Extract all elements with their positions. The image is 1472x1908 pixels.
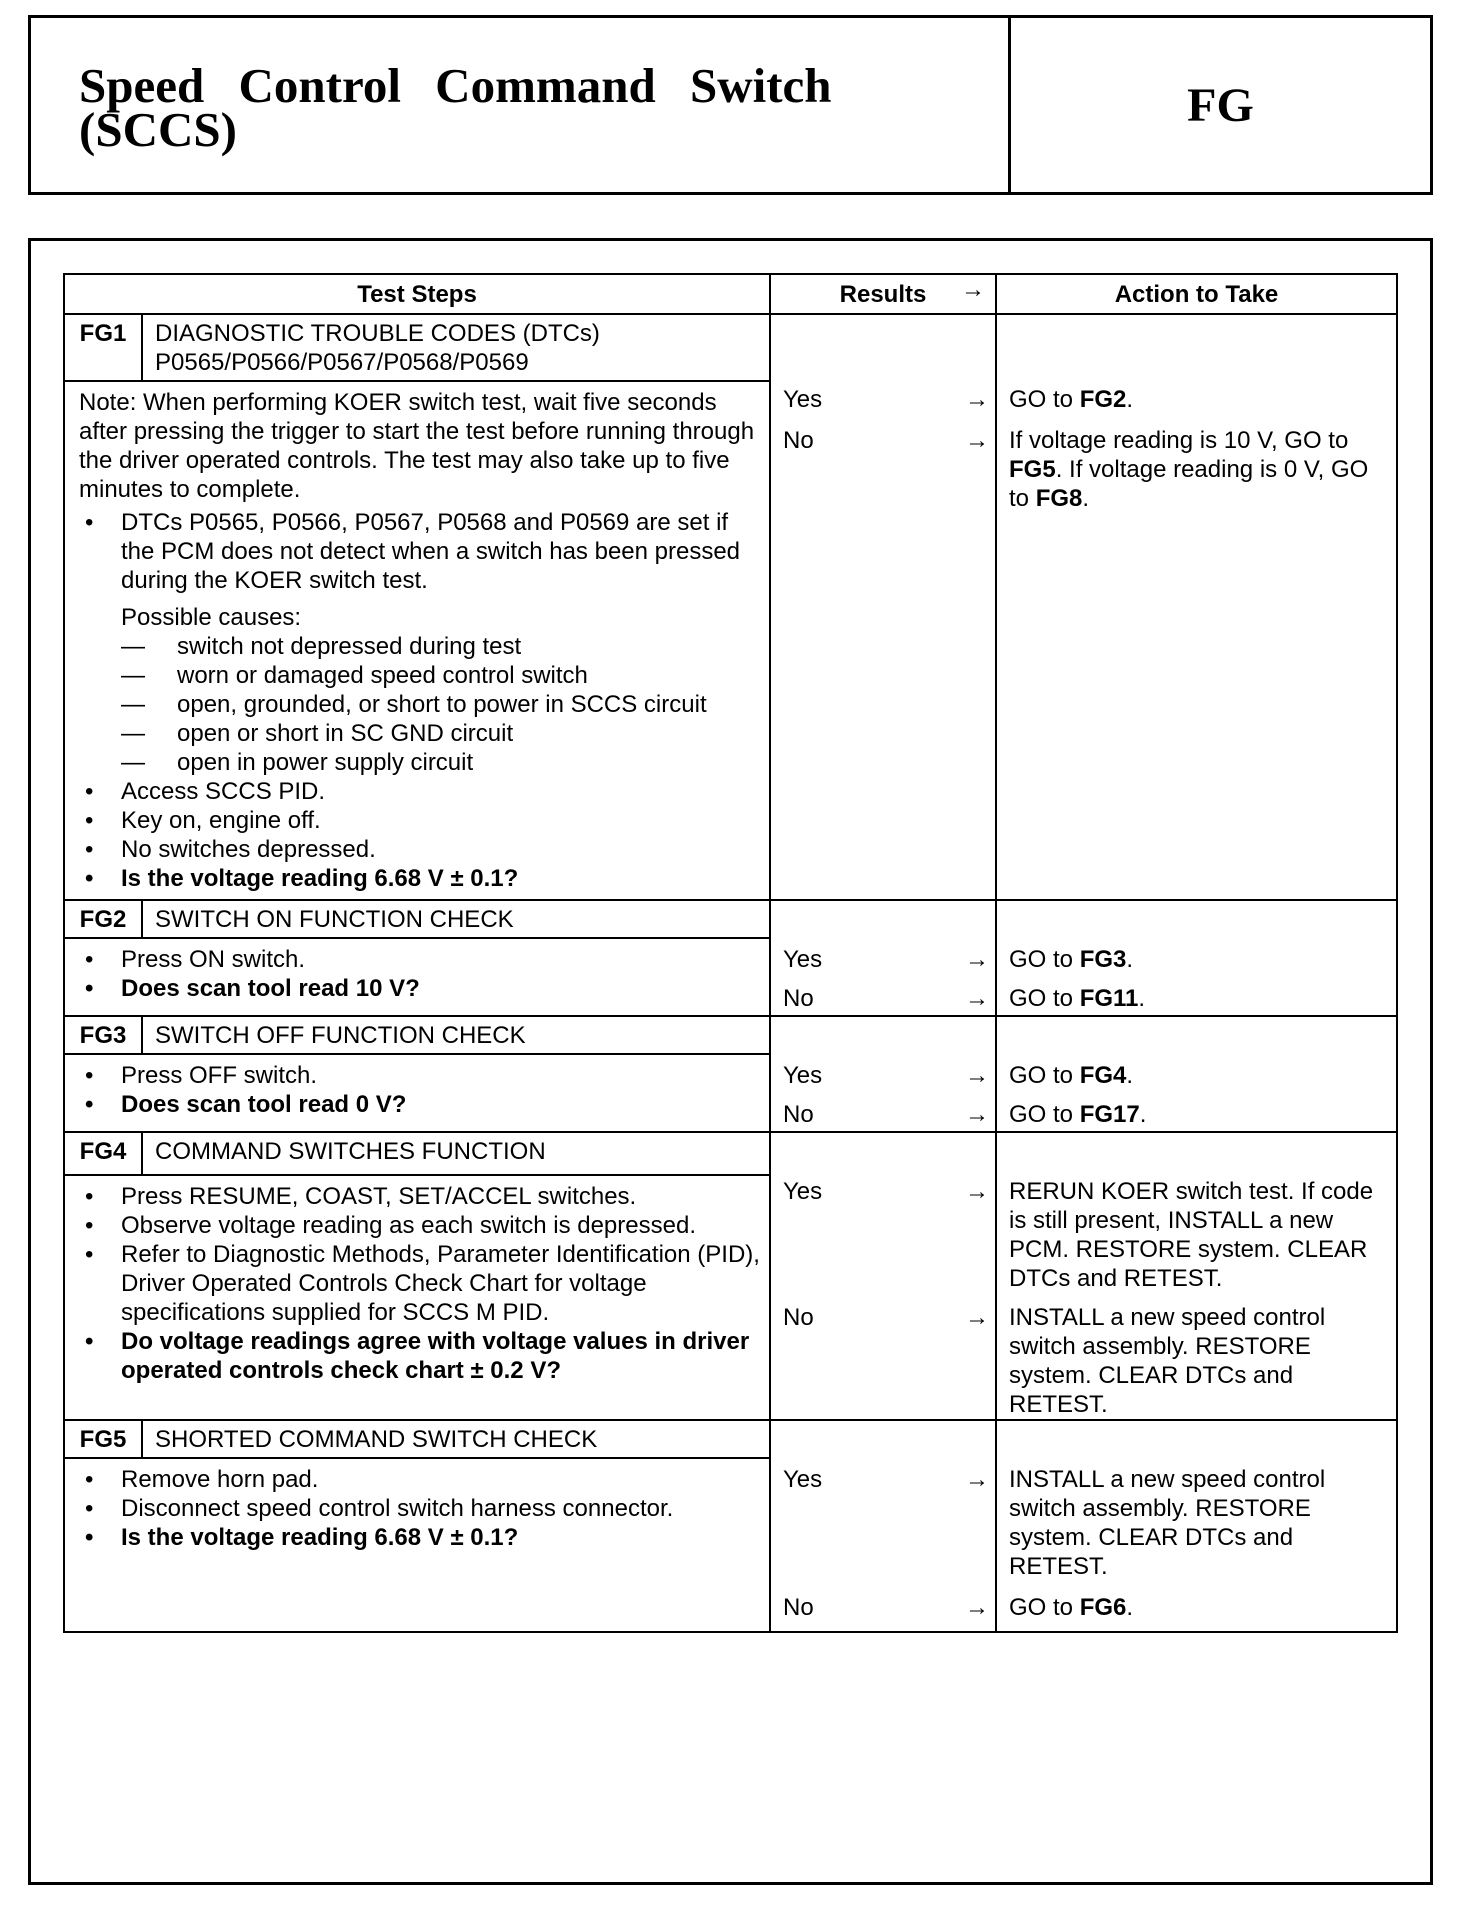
step-body-fg3 [64,1054,770,1132]
actions-fg3 [996,1016,1397,1132]
step-id-fg5: FG5 [64,1420,142,1458]
step-note: Note: When performing KOER switch test, wait five seconds after pressing the trigger to start the test before running through the driver operated controls. The test may also take up to five minutes to complete. [79,389,755,503]
step-reference: FG3 [1079,946,1127,973]
list-item: • Disconnect speed control switch harness connector. [79,1494,761,1523]
page-title-line-1: Speed Control Command Switch [79,58,832,113]
result-no: No → [783,985,989,1012]
list-item: • Observe voltage reading as each switch is depressed. [79,1211,761,1240]
step-title-row-fg2 [64,900,1397,938]
list-item: • Remove horn pad. [79,1465,761,1494]
list-item: • Refer to Diagnostic Methods, Parameter Identification (PID), Driver Operated Controls Check Chart for voltage specifications supplied for SCCS M PID. [79,1240,761,1327]
list-item-question: • Does scan tool read 10 V? [79,974,761,1003]
step-id-fg2: FG2 [64,900,142,938]
step-title-fg3: SWITCH OFF FUNCTION CHECK [142,1016,770,1054]
results-fg2 [770,900,996,1016]
action-no: GO to FG6. [1009,1594,1134,1621]
column-header-test-steps: Test Steps [64,274,770,314]
action-yes: RERUN KOER switch test. If code is still present, INSTALL a new PCM. RESTORE system. CLEAR DTCs and RETEST. [1009,1178,1374,1292]
step-reference: FG5 [1009,456,1056,483]
column-header-results [770,274,996,314]
actions-fg5 [996,1420,1397,1632]
action-no: GO to FG11. [1009,985,1146,1012]
list-item: • No switches depressed. [79,835,761,864]
list-item: • Key on, engine off. [79,806,761,835]
arrow-icon: → [965,1178,989,1205]
step-reference: FG11 [1079,985,1139,1012]
action-yes: GO to FG4. [1009,1062,1134,1089]
arrow-icon: → [965,946,989,973]
step-id-fg3: FG3 [64,1016,142,1054]
action-yes: INSTALL a new speed control switch assembly. RESTORE system. CLEAR DTCs and RETEST. [1009,1466,1326,1580]
step-title-row-fg1 [64,314,1397,381]
page-title [79,58,979,157]
step-body-fg2 [64,938,770,1016]
list-item: • Press RESUME, COAST, SET/ACCEL switches. [79,1182,761,1211]
step-body-fg4 [64,1175,770,1420]
column-header-action: Action to Take [996,274,1397,314]
table-header-row [64,274,1397,314]
arrow-icon: → [965,427,989,454]
list-item: • Press ON switch. [79,945,761,974]
actions-fg2 [996,900,1397,1016]
step-title-row-fg4 [64,1132,1397,1175]
list-item-question: • Is the voltage reading 6.68 V ± 0.1? [79,1523,761,1552]
step-reference: FG6 [1079,1594,1127,1621]
cause-item: — open, grounded, or short to power in SCCS circuit [121,690,761,719]
step-title-fg2: SWITCH ON FUNCTION CHECK [142,900,770,938]
arrow-icon: → [965,1304,989,1331]
action-no: INSTALL a new speed control switch assembly. RESTORE system. CLEAR DTCs and RETEST. [1009,1304,1326,1418]
result-no: No → [783,1304,989,1331]
result-yes: Yes → [783,386,989,413]
results-fg1 [770,314,996,900]
step-title-fg1 [142,314,770,381]
actions-fg4 [996,1132,1397,1420]
list-item: • DTCs P0565, P0566, P0567, P0568 and P0569 are set if the PCM does not detect when a switch has been pressed during the KOER switch test. [79,508,761,595]
result-yes: Yes → [783,1178,989,1205]
result-no: No → [783,1594,989,1621]
action-yes: GO to FG3. [1009,946,1134,973]
action-no: GO to FG17. [1009,1101,1147,1128]
arrow-icon: → [965,1062,989,1089]
column-header-results-label: Results [839,280,927,308]
step-title-fg4: COMMAND SWITCHES FUNCTION [142,1132,770,1175]
step-title-row-fg3 [64,1016,1397,1054]
cause-item: — worn or damaged speed control switch [121,661,761,690]
arrow-icon: → [965,1594,989,1621]
diagnostic-table [63,273,1398,1633]
arrow-icon: → [961,276,985,303]
result-yes: Yes → [783,946,989,973]
step-id-fg1: FG1 [64,314,142,381]
step-body-fg1 [64,381,770,900]
results-fg4 [770,1132,996,1420]
step-title-row-fg5 [64,1420,1397,1458]
step-body-fg5 [64,1458,770,1632]
step-id-fg4: FG4 [64,1132,142,1175]
page-header [28,15,1433,195]
arrow-icon: → [965,985,989,1012]
result-no: No → [783,427,989,454]
list-item-question: • Do voltage readings agree with voltage values in driver operated controls check chart ± 0.2 V? [79,1327,761,1385]
possible-causes [79,603,761,777]
result-no: No → [783,1101,989,1128]
step-reference: FG17 [1079,1101,1140,1128]
actions-fg1 [996,314,1397,900]
list-item-question: • Does scan tool read 0 V? [79,1090,761,1119]
result-yes: Yes → [783,1062,989,1089]
list-item-question: • Is the voltage reading 6.68 V ± 0.1? [79,864,761,893]
page-title-line-2: (SCCS) [79,102,237,157]
cause-item: — open in power supply circuit [121,748,761,777]
step-reference: FG2 [1079,386,1127,413]
step-reference: FG8 [1035,485,1083,512]
step-title-fg1-line-2: P0565/P0566/P0567/P0568/P0569 [155,349,529,376]
arrow-icon: → [965,386,989,413]
results-fg3 [770,1016,996,1132]
arrow-icon: → [965,1466,989,1493]
step-title-fg5: SHORTED COMMAND SWITCH CHECK [142,1420,770,1458]
arrow-icon: → [965,1101,989,1128]
section-code: FG [1187,78,1254,132]
step-reference: FG4 [1079,1062,1127,1089]
step-title-fg1-line-1: DIAGNOSTIC TROUBLE CODES (DTCs) [155,320,600,347]
cause-item: — open or short in SC GND circuit [121,719,761,748]
action-yes: GO to FG2. [1009,386,1134,413]
result-yes: Yes → [783,1466,989,1493]
action-no: If voltage reading is 10 V, GO to FG5. If voltage reading is 0 V, GO to FG8. [1009,427,1369,512]
results-fg5 [770,1420,996,1632]
cause-item: — switch not depressed during test [121,632,761,661]
list-item: • Press OFF switch. [79,1061,761,1090]
possible-causes-label: Possible causes: [121,604,302,631]
list-item: • Access SCCS PID. [79,777,761,806]
